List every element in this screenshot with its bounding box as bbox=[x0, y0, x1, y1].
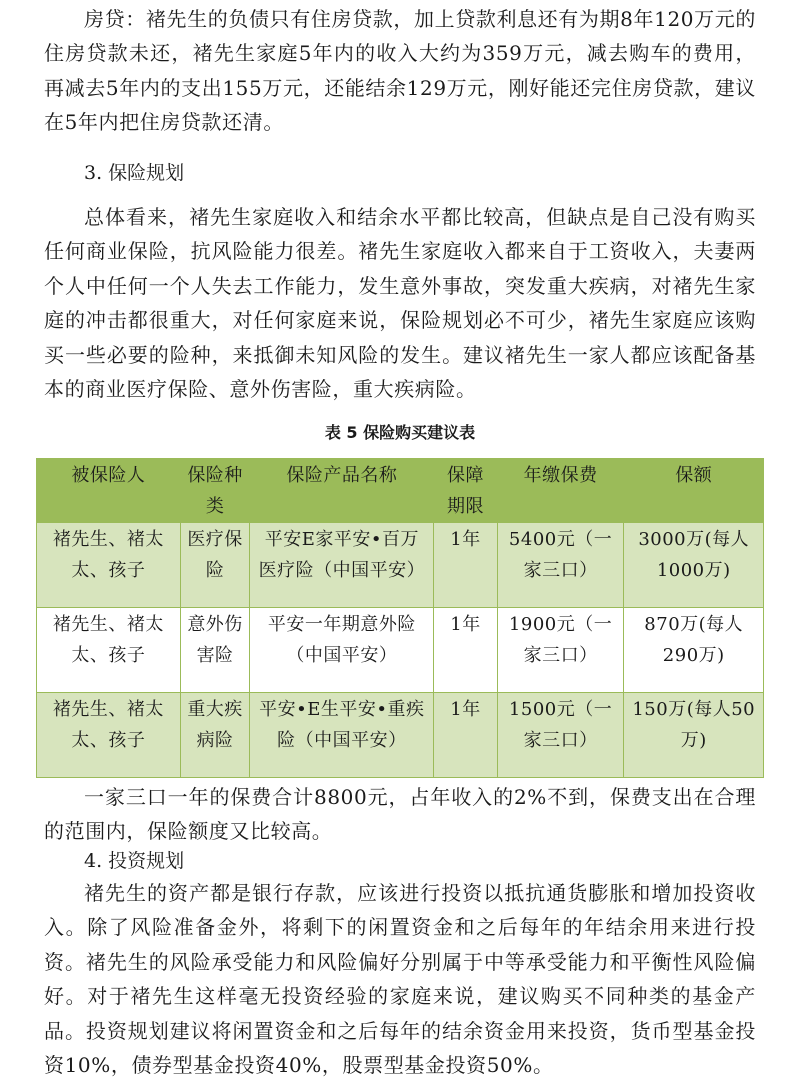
insurance-planning-heading: 3. 保险规划 bbox=[84, 162, 185, 184]
cell-amount: 870万(每人290万) bbox=[624, 608, 764, 693]
cell-type: 意外伤害险 bbox=[180, 608, 250, 693]
header-type: 保险种类 bbox=[180, 459, 250, 523]
table-row bbox=[37, 693, 764, 778]
premium-summary-paragraph: 一家三口一年的保费合计8800元，占年收入的2%不到，保费支出在合理的范围内，保险额度又比较高。 bbox=[44, 785, 756, 844]
cell-amount: 150万(每人50万) bbox=[624, 693, 764, 778]
cell-product: 平安E家平安•百万医疗险（中国平安） bbox=[250, 523, 434, 608]
cell-term: 1年 bbox=[434, 523, 497, 608]
cell-product: 平安•E生平安•重疾险（中国平安） bbox=[250, 693, 434, 778]
cell-insured: 褚先生、褚太太、孩子 bbox=[37, 523, 181, 608]
cell-premium: 1500元（一家三口） bbox=[497, 693, 624, 778]
cell-premium: 1900元（一家三口） bbox=[497, 608, 624, 693]
investment-planning-heading: 4. 投资规划 bbox=[84, 850, 185, 872]
cell-type: 重大疾病险 bbox=[180, 693, 250, 778]
header-amount: 保额 bbox=[624, 459, 764, 523]
table-row bbox=[37, 608, 764, 693]
header-premium: 年缴保费 bbox=[497, 459, 624, 523]
cell-type: 医疗保险 bbox=[180, 523, 250, 608]
cell-amount: 3000万(每人1000万) bbox=[624, 523, 764, 608]
cell-insured: 褚先生、褚太太、孩子 bbox=[37, 693, 181, 778]
mortgage-paragraph: 房贷：褚先生的负债只有住房贷款，加上贷款利息还有为期8年120万元的住房贷款未还，褚先生家庭5年内的收入大约为359万元，减去购车的费用，再减去5年内的支出155万元，还能结余129万元，刚好能还完住房贷款，建议在5年内把住房贷款还清。 bbox=[44, 7, 756, 135]
insurance-planning-paragraph: 总体看来，褚先生家庭收入和结余水平都比较高，但缺点是自己没有购买任何商业保险，抗风险能力很差。褚先生家庭收入都来自于工资收入，夫妻两个人中任何一个人失去工作能力，发生意外事故，突发重大疾病，对褚先生家庭的冲击都很重大，对任何家庭来说，保险规划必不可少，褚先生家庭应该购买一些必要的险种，来抵御未知风险的发生。建议褚先生一家人都应该配备基本的商业医疗保险、意外伤害险，重大疾病险。 bbox=[44, 205, 756, 402]
insurance-table bbox=[36, 458, 764, 778]
cell-product: 平安一年期意外险（中国平安） bbox=[250, 608, 434, 693]
header-insured: 被保险人 bbox=[37, 459, 181, 523]
investment-planning-paragraph: 褚先生的资产都是银行存款，应该进行投资以抵抗通货膨胀和增加投资收入。除了风险准备金外，将剩下的闲置资金和之后每年的年结余用来进行投资。褚先生的风险承受能力和风险偏好分别属于中等承受能力和平衡性风险偏好。对于褚先生这样毫无投资经验的家庭来说，建议购买不同种类的基金产品。投资规划建议将闲置资金和之后每年的结余资金用来投资，货币型基金投资10%，债券型基金投资40%，股票型基金投资50%。 bbox=[44, 881, 756, 1078]
header-product: 保险产品名称 bbox=[250, 459, 434, 523]
cell-term: 1年 bbox=[434, 693, 497, 778]
table-row bbox=[37, 523, 764, 608]
cell-insured: 褚先生、褚太太、孩子 bbox=[37, 608, 181, 693]
cell-premium: 5400元（一家三口） bbox=[497, 523, 624, 608]
table-caption: 表 5 保险购买建议表 bbox=[324, 423, 476, 442]
header-term: 保障期限 bbox=[434, 459, 497, 523]
cell-term: 1年 bbox=[434, 608, 497, 693]
table-header-row bbox=[37, 459, 764, 523]
